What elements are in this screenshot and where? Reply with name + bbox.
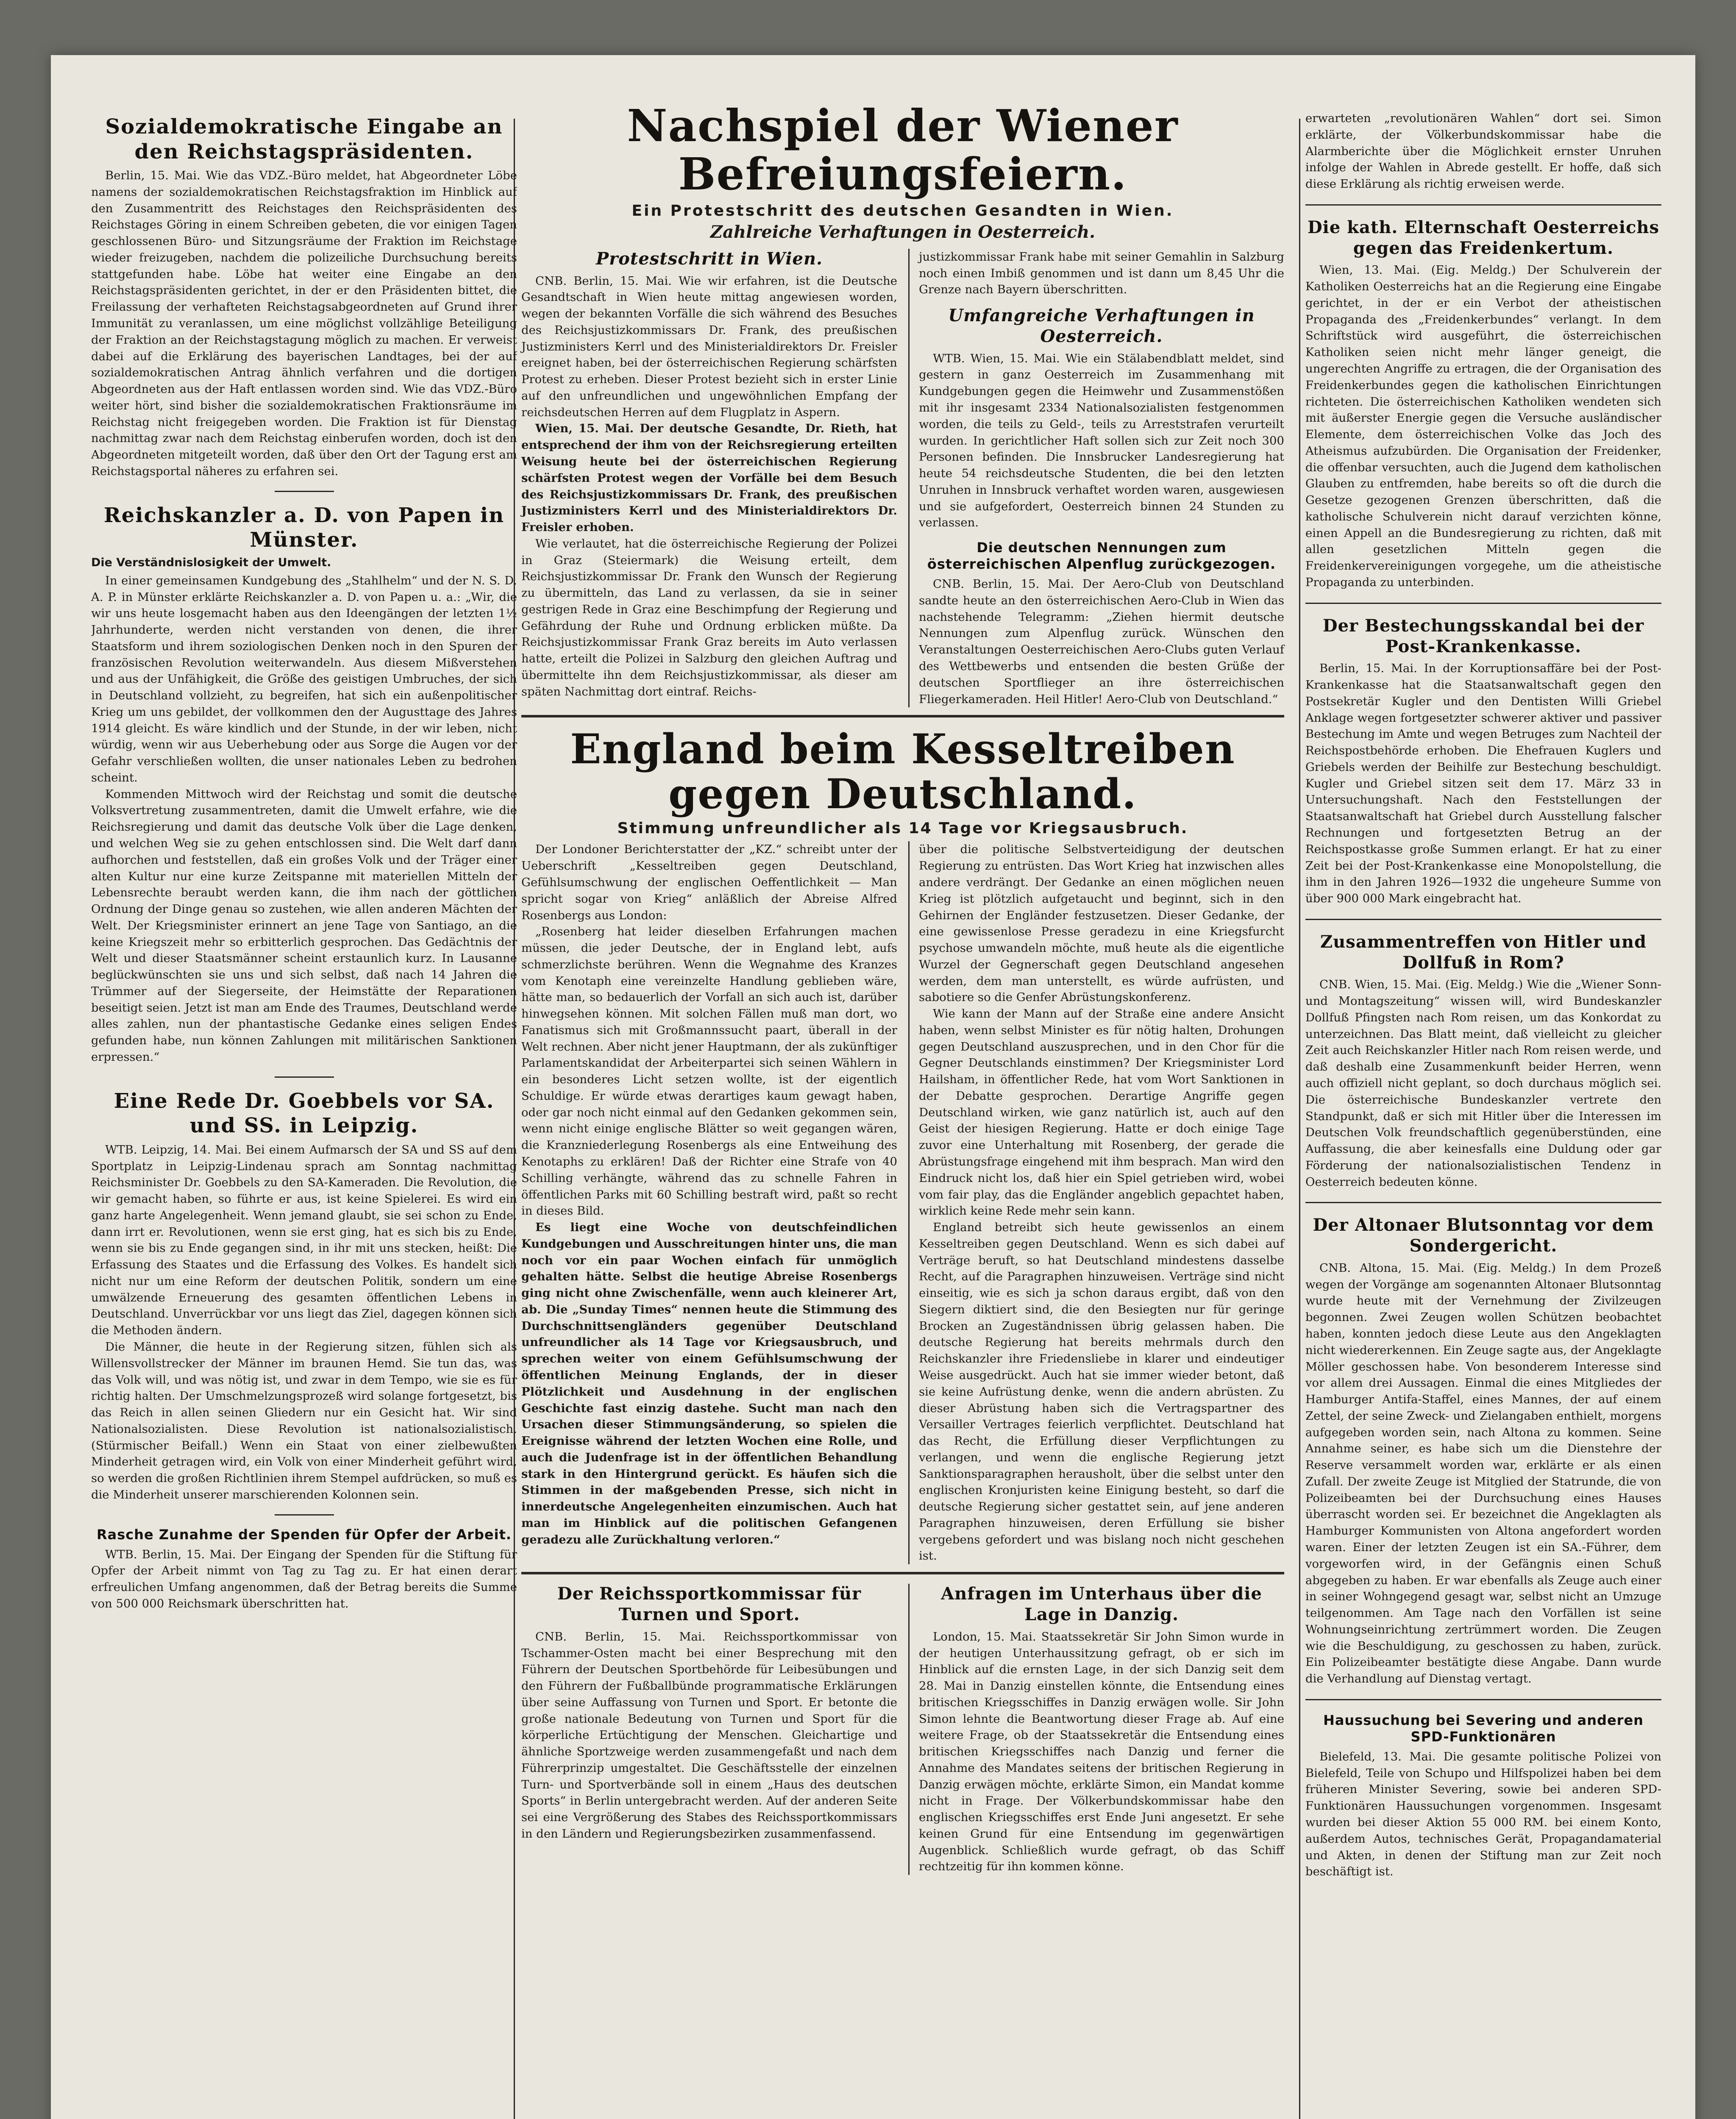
divider [275, 1076, 334, 1078]
article-body: London, 15. Mai. Staatssekretär Sir John Simon wurde in der heutigen Unterhaussitzung gefragt, ob er sich im Hinblick auf die ernsten Lage, in der sich Danzig seit dem 28. Mai in Danzig einstellen könnte, die Entsendung eines britischen Kriegsschiffes in Danzig erwägen wolle. Sir John Simon lehnte die Beantwortung dieser Frage ab. Auf eine weitere Frage, ob der Staatssekretär die Entsendung eines britischen Kriegsschiffes nach Danzig und ferner die Annahme des Mandates seitens der britischen Regierung in Danzig erwägen möchte, erklärte Simon, ein Mandat komme nicht in Frage. Der Völkerbundskommissar habe den englischen Kriegsschiffes erst Ende Juni angesetzt. Er sehe keinen Grund für eine Entsendung im gegenwärtigen Augenblick. Schließlich wurde gefragt, ob das Schiff rechtzeitig für ihn kommen könne. [919, 1630, 1284, 1874]
article-body: CNB. Wien, 15. Mai. (Eig. Meldg.) Wie die „Wiener Sonn- und Montagszeitung“ wissen will, wird Bundeskanzler Dollfuß Pfingsten nach Rom reisen, um das Konkordat zu unterzeichnen. Das Blatt meint, daß vielleicht zu gleicher Zeit auch Reichskanzler Hitler nach Rom reisen werde, und daß deshalb eine Zusammenkunft beider Herren, wenn auch offiziell nicht geplant, so doch durchaus möglich sei. Die österreichische Bundeskanzler vertrete den Standpunkt, daß er sich mit Hitler über die Interessen im Deutschen Volk freundschaftlich gegenüberstünden, eine Auffassung, die aber keinesfalls eine Duldung oder gar Förderung der nationalsozialistischen Tendenz in Oesterreich bedeuten könne. [1305, 978, 1661, 1189]
main-headline: Nachspiel der Wiener Befreiungsfeiern. [627, 102, 1179, 200]
headline: Der Altonaer Blutsonntag vor dem Sondergericht. [1313, 1215, 1654, 1256]
article-body: Bielefeld, 13. Mai. Die gesamte politische Polizei von Bielefeld, Teile von Schupo und Hilfspolizei haben bei dem früheren Minister Severing, sowie bei anderen SPD-Funktionären Haussuchungen vorgenommen. Insgesamt wurden bei dieser Aktion 55 000 RM. bei einem Konto, außerdem Autos, technisches Gerät, Propagandamaterial und Akten, in denen der Stiftung man zur Zeit noch beschäftigt ist. [1305, 1749, 1661, 1879]
article-body: CNB. Berlin, 15. Mai. Reichssportkommissar von Tschammer-Osten macht bei einer Besprechung mit den Führern der Deutschen Sportbehörde für Leibesübungen und den Führern der Fußballbünde programmatische Erklärungen über seine Auffassung von Turnen und Sport. Er betonte die große nationale Bedeutung von Turnen und Sport für die körperliche Ertüchtigung der Menschen. Gleichartige und ähnliche Sportzweige werden zusammengefaßt und nach dem Führerprinzip umgestaltet. Die Geschäftsstelle der einzelnen Turn- und Sportverbände soll in einem „Haus des deutschen Sports“ in Berlin untergebracht werden. Auf der anderen Seite sei eine Vergrößerung des Stabes des Reichssportkommissars in den Ländern und Regierungsbezirken zusammenfassend. [521, 1630, 897, 1841]
right-column [1305, 110, 1661, 2119]
divider [1305, 919, 1661, 920]
left-column [91, 114, 517, 2119]
article-columns [521, 1584, 1284, 1875]
subheadline: Ein Protestschritt des deutschen Gesandten in Wien. [632, 202, 1174, 220]
article-body: Wien, 13. Mai. (Eig. Meldg.) Der Schulverein der Katholiken Oesterreichs hat an die Regierung eine Eingabe gerichtet, in der er ein Verbot der atheistischen Propaganda des „Freidenkerbundes“ verlangt. In dem Schriftstück wird ausgeführt, die österreichischen Katholiken seien nicht mehr länger geneigt, die ungerechten Angriffe zu ertragen, die der Organisation des Freidenkerbundes gegen die katholischen Einrichtungen richteten. Die österreichischen Katholiken wendeten sich mit äußerster Energie gegen die Versuche ausländischer Elemente, dem österreichischen Volke das Joch des Atheismus aufzubürden. Die Organisation der Freidenker, die offenbar versuchten, auch die Jugend dem katholischen Glauben zu entfremden, habe bereits so oft die durch die Gesetze gezogenen Grenzen überschritten, daß die katholische Schulverein nicht darauf verzichten könne, einen Appell an die Bundesregierung zu richten, daß mit allen gesetzlichen Mitteln gegen die Freidenkervereinigungen vorgegehe, um die atheistische Propaganda zu unterbinden. [1305, 263, 1661, 589]
subheadline: Stimmung unfreundlicher als 14 Tage vor Kriegsausbruch. [617, 820, 1188, 837]
article-body: Der Londoner Berichterstatter der „KZ.“ schreibt unter der Ueberschrift „Kesseltreiben gegen Deutschland, Gefühlsumschwung der englischen Oeffentlichkeit — Man spricht sogar von Krieg“ anläßlich der Abreise Alfred Rosenbergs aus London: „Rosenberg hat leider dieselben Erfahrungen machen müssen, die jeder Deutsche, der in England lebt, aufs schmerzlichste berühren. Wenn die Wegnahme des Kranzes vom Kenotaph eine vereinzelte Handlung geblieben wäre, hätte man, so bedauerlich der Vorfall an sich auch ist, darüber hinwegsehen können. Mit solchen Fällen muß man dort, wo Fanatismus sich mit Großmannssucht paart, überall in der Welt rechnen. Aber nicht jener Hauptmann, der als zukünftiger Parlamentskandidat der Arbeiterpartei sich seinen Wählern in ein besonderes Licht setzen wollte, ist der eigentlich Schuldige. Er würde etwas derartiges kaum gewagt haben, oder gar noch nicht einmal auf den Gedanken gekommen sein, wenn nicht einige englische Blätter so weit gegangen wären, die Kranzniederlegung Rosenbergs als eine Entweihung des Kenotaphs zu erklären! Daß der Richter eine Strafe von 40 Schilling verhängte, während das zu schnelle Fahren in öffentlichen Parks mit 60 Schilling bestraft wird, paßt so recht in dieses Bild. Es liegt eine Woche von deutschfeindlichen Kundgebungen und Ausschreitungen hinter uns, die man noch vor ein paar Wochen einfach für unmöglich gehalten hätte. Selbst die heutige Abreise Rosenbergs ging nicht ohne Zwischenfälle, wenn auch kleinerer Art, ab. Die „Sunday Times“ nennen heute die Stimmung des Durchschnittsengländers gegenüber Deutschland unfreundlicher als 14 Tage vor Kriegsausbruch, und sprechen weiter von einem Gefühlsumschwung der öffentlichen Meinung Englands, der in dieser Plötzlichkeit und Ausdehnung in der englischen Geschichte fast einzig dastehe. Sucht man nach den Ursachen dieser Stimmungsänderung, so spielen die Ereignisse während der letzten Wochen eine Rolle, und auch die Judenfrage ist in der öffentlichen Behandlung stark in den Hintergrund gerückt. Es häufen sich die Stimmen in der maßgebenden Presse, sich nicht in innerdeutsche Angelegenheiten einzumischen. Auch hat man im Hinblick auf die politischen Gefangenen geradezu alle Zurückhaltung verloren.“ [521, 843, 897, 1546]
headline: Haussuchung bei Severing und anderen SPD-Funktionären [1323, 1712, 1644, 1745]
headline: Rasche Zunahme der Spenden für Opfer der Arbeit. [96, 1526, 512, 1543]
article-body: WTB. Berlin, 15. Mai. Der Eingang der Spenden für die Stiftung für Opfer der Arbeit nimmt von Tag zu Tag zu. Er hat einen derart erfreulichen Umfang angenommen, daß der Betrag bereits die Summe von 500 000 Reichsmark überschritten hat. [91, 1547, 517, 1610]
headline: Der Bestechungsskandal bei der Post-Krankenkasse. [1322, 615, 1644, 656]
subheadline: Zahlreiche Verhaftungen in Oesterreich. [710, 222, 1096, 242]
article-columns [521, 841, 1284, 1564]
divider [1305, 603, 1661, 604]
headline: Anfragen im Unterhaus über die Lage in Danzig. [941, 1584, 1262, 1624]
article-body: erwarteten „revolutionären Wahlen“ dort sei. Simon erklärte, der Völkerbundskommissar habe die Alarmberichte über die Möglichkeit ernster Unruhen infolge der Wahlen in Abrede gestellt. Er hoffe, daß sich diese Erklärung als richtig erweisen werde. [1305, 111, 1661, 191]
divider [1305, 204, 1661, 206]
headline: England beim Kesseltreiben gegen Deutschland. [570, 725, 1235, 818]
column-rule [1299, 119, 1300, 2119]
article-body: Berlin, 15. Mai. In der Korruptionsaffäre bei der Post-Krankenkasse hat die Staatsanwaltschaft gegen den Postsekretär Kugler und den Dentisten Willi Griebel Anklage wegen fortgesetzter schwerer aktiver und passiver Bestechung im Amte und wegen Betruges zum Nachteil der Reichspostbehörde erhoben. Die Ehefrauen Kuglers und Griebels werden der Beihilfe zur Bestechung beschuldigt. Kugler und Griebel sitzen seit dem 17. März 33 in Untersuchungshaft. Nach den Feststellungen der Staatsanwaltschaft hat Griebel durch Ausstellung falscher Rechnungen und fortgesetzten Betrug an der Reichspostkasse große Summen erlangt. Er hat zu einer Zeit bei der Post-Krankenkasse eine Monopolstellung, die ihm in den Jahren 1926—1932 die ungeheure Summe von über 900 000 Mark eingebracht hat. [1305, 662, 1661, 906]
article-body: CNB. Altona, 15. Mai. (Eig. Meldg.) In dem Prozeß wegen der Vorgänge am sogenannten Altonaer Blutsonntag wurde heute mit der Vernehmung der Zivilzeugen begonnen. Zwei Zeugen wollen Schützen beobachtet haben, konnten jedoch diese Leute aus den Angeklagten nicht wiedererkennen. Ein Zeuge sagte aus, der Angeklagte Möller geschossen habe. Von besonderem Interesse sind vor allem drei Aussagen. Einmal die eines Mitgliedes der Hamburger Antifa-Staffel, eines Mannes, der auf einem Zettel, der seine Zweck- und Zielangaben enthielt, morgens aufgegeben worden sein, nach Altona zu kommen. Seine Annahme seiner, es habe sich um die Dienstehre der Reserve versammelt worden war, erklärte er als einen Zufall. Der zweite Zeuge ist Mitglied der Statrunde, die von Polizeibeamten bei der Durchsuchung eines Hauses überrascht worden sei. Er bezeichnet die Angeklagten als Hamburger Kommunisten von Altona angefordert worden waren. Einer der letzten Zeugen ist ein SA.-Führer, dem vorgeworfen wird, in der Gefängnis einen Schuß abgegeben zu haben. Er war ebenfalls als Zeuge auch einer in seiner Wohngegend gesagt war, selbst nicht an Umzuge teilgenommen. Am Tage nach den Vorfällen ist seine Wohnungseinrichtung zertrümmert worden. Die Zeugen wie die Beschuldigung, zu geschossen zu haben, zurück. Ein Polizeibeamter bestätigte diese Angabe. Dann wurde die Verhandlung auf Dienstag vertagt. [1305, 1261, 1661, 1686]
divider [521, 715, 1284, 717]
article-columns [521, 249, 1284, 708]
divider [275, 1514, 334, 1516]
article-body: WTB. Leipzig, 14. Mai. Bei einem Aufmarsch der SA und SS auf dem Sportplatz in Leipzig-Lindenau sprach am Sonntag nachmittag Reichsminister Dr. Goebbels zu den SA-Kameraden. Die Revolution, die wir gemacht haben, so führte er aus, ist keine Spielerei. Es wird ein ganz harte Angelegenheit. Wenn jemand glaubt, sie sei schon zu Ende, dann irrt er. Revolutionen, wenn sie erst ging, hat es sich bis zu Ende, wenn sie bis zu Ende gegangen sind, in ihr mit uns stecken, heißt: Die Erfassung des Staates und die Erfassung des Volkes. Es handelt sich nicht nur um eine Reform der deutschen Politik, sondern um eine umwälzende Erneuerung des gesamten öffentlichen Lebens in Deutschland. Unverrückbar vor uns liegt das Ziel, dagegen können sich die Methoden ändern. Die Männer, die heute in der Regierung sitzen, fühlen sich als Willensvollstrecker der Männer im braunen Hemd. Sie tun das, was das Volk will, und was nötig ist, und zwar in dem Tempo, wie sie es für richtig halten. Der Umschmelzungsprozeß wird solange fortgesetzt, bis das Reich in allen seinen Gliedern nur ein Gesicht hat. Wir sind Nationalsozialisten. Diese Revolution ist nationalsozialistisch. (Stürmischer Beifall.) Wenn ein Staat von einer zielbewußten Minderheit getragen wird, ein Volk von einer Minderheit geführt wird, so werden die großen Richtlinien ihrem Stempel aufdrücken, so muß es die Minderheit unserer marschierenden Kolonnen sein. [91, 1143, 517, 1502]
article-body: über die politische Selbstverteidigung der deutschen Regierung zu entrüsten. Das Wort Krieg hat inzwischen alles andere verdrängt. Der Gedanke an einen möglichen neuen Krieg ist plötzlich aufgetaucht und beginnt, sich in den Gehirnen der Engländer festzusetzen. Dieser Gedanke, der eine gewissenlose Presse geradezu in eine Kriegsfurcht psychose umwandeln möchte, muß heute als die eigentliche Wurzel der Gegnerschaft gegen Deutschland angesehen werden, dem man unterstellt, es würde aufrüsten, und sabotiere so die Genfer Abrüstungskonferenz. Wie kann der Mann auf der Straße eine andere Ansicht haben, wenn selbst Minister es für nötig halten, Drohungen gegen Deutschland auszusprechen, und in den Chor für die Gegner Deutschlands einstimmen? Der Kriegsminister Lord Hailsham, in öffentlicher Rede, hat vom Wort Sanktionen in der Debatte gesprochen. Derartige Angriffe gegen Deutschland wirken, wie ganz natürlich ist, auch auf den Geist der hiesigen Regierung. Hatte er doch einige Tage zuvor eine Unterhaltung mit Rosenberg, der gerade die Abrüstungsfrage eingehend mit ihm besprach. Man wird den Eindruck nicht los, daß hier ein Spiel getrieben wird, wobei vom fair play, das die Engländer angeblich gepachtet haben, wirklich keine Rede mehr sein kann. England betreibt sich heute gewissenlos an einem Kesseltreiben gegen Deutschland. Wenn es sich dabei auf Verträge beruft, so hat Deutschland mindestens dasselbe Recht, auf die Paragraphen hinzuweisen. Verträge sind nicht einseitig, wie es sich ja schon daraus ergibt, daß von den Siegern diktiert sind, die den Besiegten nur für geringe Brocken an Zugeständnissen übrig gelassen haben. Die deutsche Regierung hat bereits mehrmals durch den Reichskanzler ihre Friedensliebe in klarer und eindeutiger Weise ausgedrückt. Auch hat sie immer wieder betont, daß sie keine Aufrüstung denke, wenn die andern abrüsten. Zu dieser Abrüstung haben sich die Vertragspartner des Versailler Vertrages feierlich verpflichtet. Deutschland hat das Recht, die Erfüllung dieser Verpflichtungen zu verlangen, und wenn die englische Regierung jetzt Sanktionsparagraphen herausholt, über die selbst unter den englischen Kronjuristen keine Einigung besteht, so darf die deutsche Regierung sicher gestattet sein, auf jene anderen Paragraphen hinzuweisen, deren Erfüllung sie bisher vergebens gefordert und was bislang noch nicht geschehen ist. [919, 843, 1284, 1563]
headline: Reichskanzler a. D. von Papen in Münster. [103, 503, 505, 552]
article-body: CNB. Berlin, 15. Mai. Der Aero-Club von Deutschland sandte heute an den österreichischen Aero-Club in Wien das nachstehende Telegramm: „Ziehen hiermit deutsche Nennungen zum Alpenflug zurück. Wünschen den Veranstaltungen Oesterreichischen Aero-Clubs guten Verlauf des Wettbewerbs und entsenden die besten Grüße der deutschen Sportflieger an ihre österreichischen Fliegerkameraden. Heil Hitler! Aero-Club von Deutschland.“ [919, 577, 1284, 706]
headline: Zusammentreffen von Hitler und Dollfuß in Rom? [1320, 932, 1647, 973]
article-body: Berlin, 15. Mai. Wie das VDZ.-Büro meldet, hat Abgeordneter Löbe namens der sozialdemokratischen Reichstagsfraktion im Hinblick auf den Zusammentritt des Reichstages den Reichspräsidenten des Reichstages Göring in einem Schreiben gebeten, die vor einigen Tagen geschlossenen Büro- und Sitzungsräume der Fraktion im Reichstage wieder freizugeben, nachdem die polizeiliche Durchsuchung bereits stattgefunden habe. Löbe hat weiter eine Eingabe an den Reichstagspräsidenten gerichtet, in der er den Präsidenten bittet, die Freilassung der verhafteten Reichstagsabgeordneten auf Grund ihrer Immunität zu veranlassen, um eine möglichst vollzählige Beteiligung der Fraktion an der Reichstagstagung möglich zu machen. Er verweist dabei auf die Erklärung des bayerischen Landtages, bei der auf sozialdemokratischen Antrag ähnlich verfahren und die dortigen Abgeordneten aus der Haft entlassen worden sind. Wie das VDZ.-Büro weiter hört, sind bisher die sozialdemokratischen Fraktionsräume im Reichstag nicht freigegeben worden. Die Fraktion ist für Dienstag nachmittag zwar nach dem Reichstag einberufen worden, doch ist den Abgeordneten mitgeteilt worden, daß über den Ort der Tagung erst am Reichstagsportal näheres zu erfahren sei. [91, 169, 517, 478]
divider [1305, 1202, 1661, 1203]
headline: Protestschritt in Wien. [596, 248, 823, 269]
headline: Eine Rede Dr. Goebbels vor SA. und SS. in Leipzig. [114, 1089, 495, 1138]
headline: Der Reichssportkommissar für Turnen und Sport. [557, 1584, 862, 1624]
subheadline: Die Verständnislosigkeit der Umwelt. [91, 556, 331, 569]
article-body: justizkommissar Frank habe mit seiner Gemahlin in Salzburg noch einen Imbiß genommen und ist dann um 8,45 Uhr die Grenze nach Bayern überschritten. [919, 250, 1284, 297]
article-body: In einer gemeinsamen Kundgebung des „Stahlhelm“ und der N. S. D. A. P. in Münster erklärte Reichskanzler a. D. von Papen u. a.: „Wir, die wir uns heute losgemacht haben aus den Ideengängen der letzten 1½ Jahrhunderte, werden nicht verstanden von denen, die ihrer Staatsform und ihrem soziologischen Denken noch in den Spuren der französischen Revolution weiterwandeln. Aus diesem Mißverstehen und aus der Unfähigkeit, die Größe des geistigen Umbruches, der sich in Deutschland vollzieht, zu begreifen, hat sich ein außenpolitischer Krieg um uns gebildet, der vollkommen den der Augusttage des Jahres 1914 gleicht. Es wäre kindlich und der Stunde, in der wir leben, nicht würdig, wenn wir aus Ueberhebung oder aus Sorge die Augen vor der Gefahr verschließen wollten, die unser nationales Leben zu bedrohen scheint. Kommenden Mittwoch wird der Reichstag und somit die deutsche Volksvertretung zusammentreten, damit die Umwelt erfahre, wie die Reichsregierung und damit das deutsche Volk über die Lage denken, und welchen Weg sie zu gehen entschlossen sind. Die Welt darf dann aufhorchen und feststellen, daß ein großes Volk und der Träger einer alten Kultur nur eine kurze Zeitspanne mit materiellen Mitteln der Lebensrechte beraubt werden kann, die ihm nach der göttlichen Ordnung der Dinge genau so zustehen, wie allen anderen Mächten der Welt. Der Kriegsminister erinnert an jene Tage von Santiago, an die keine Kriegszeit mehr so erbitterlich gesprochen. Das Gedächtnis der Welt und dieser Staatsmänner scheint erstaunlich kurz. In Lausanne beglückwünschten sie uns und sich selbst, daß nach 14 Jahren die Trümmer auf der Siegerseite, der Heimstätte der Reparationen beseitigt seien. Jetzt ist man am Ende des Traumes, Deutschland werde alles zahlen, nun der phantastische Gedanke eines seligen Endes gefunden habe, nun können Zahlungen mit militärischen Sanktionen erpressen.“ [91, 573, 517, 1064]
article-body: CNB. Berlin, 15. Mai. Wie wir erfahren, ist die Deutsche Gesandtschaft in Wien heute mittag angewiesen worden, wegen der bekannten Vorfälle die sich während des Besuches des Reichsjustizkommissars Dr. Frank, des preußischen Justizministers Kerrl und des Ministerialdirektors Dr. Freisler ereignet haben, bei der österreichischen Regierung schärfsten Protest zu erheben. Dieser Protest bezieht sich in erster Linie auf den unfreundlichen und ungewöhnlichen Empfang der reichsdeutschen Herren auf dem Flugplatz in Aspern. Wien, 15. Mai. Der deutsche Gesandte, Dr. Rieth, hat entsprechend der ihm von der Reichsregierung erteilten Weisung heute bei der österreichischen Regierung schärfsten Protest wegen der Vorfälle bei dem Besuch des Reichsjustizkommissars Dr. Frank, des preußischen Justizministers Kerrl und des Ministerialdirektors Dr. Freisler erhoben. Wie verlautet, hat die österreichische Regierung der Polizei in Graz (Steiermark) die Weisung erteilt, dem Reichsjustizkommissar Dr. Frank den Wunsch der Regierung zu übermitteln, das Land zu verlassen, da sie in seiner gestrigen Rede in Graz eine Beschimpfung der Regierung und Gefährdung der Ruhe und Ordnung erblicken müßte. Da Reichsjustizkommissar Frank Graz bereits im Auto verlassen hatte, erteilt die Polizei in Salzburg den gleichen Auftrag und übermittelte ihn dem Reichsjustizkommissar, als dieser am späten Nachmittag dort eintraf. Reichs- [521, 274, 897, 698]
divider [521, 1572, 1284, 1574]
article-body: WTB. Wien, 15. Mai. Wie ein Stälabendblatt meldet, sind gestern in ganz Oesterreich im Zusammenhang mit Kundgebungen gegen die Heimwehr und Zusammenstößen mit ihr insgesamt 2334 Nationalsozialisten festgenommen worden, die teils zu Geld-, teils zu Arreststrafen verurteilt wurden. In gerichtlicher Haft sollen sich zur Zeit noch 300 Personen befinden. Die Innsbrucker Landesregierung hat heute 54 reichsdeutsche Studenten, die bei den letzten Unruhen in Innsbruck verhaftet worden waren, ausgewiesen und sie aufgefordert, Oesterreich binnen 24 Stunden zu verlassen. [919, 351, 1284, 530]
headline: Umfangreiche Verhaftungen in Oesterreich. [948, 306, 1255, 346]
divider [275, 491, 334, 492]
middle-column [513, 102, 1293, 2119]
divider [1305, 1699, 1661, 1700]
headline: Die deutschen Nennungen zum österreichischen Alpenflug zurückgezogen. [927, 539, 1276, 573]
headline: Sozialdemokratische Eingabe an den Reichstagspräsidenten. [105, 115, 503, 164]
headline: Die kath. Elternschaft Oesterreichs gegen das Freidenkertum. [1307, 217, 1660, 258]
newspaper-page [51, 55, 1695, 2119]
